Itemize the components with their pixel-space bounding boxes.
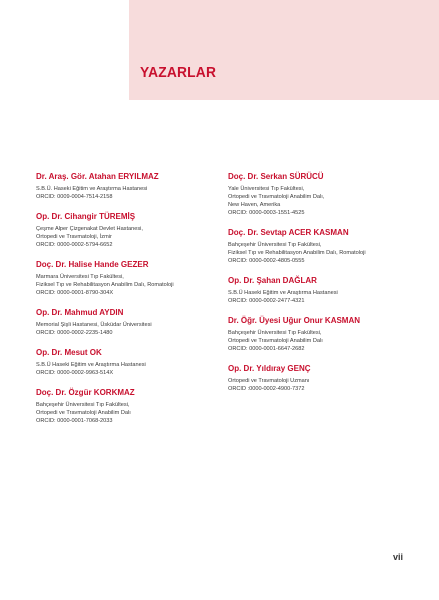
author-name: Op. Dr. Şahan DAĞLAR [228,276,317,285]
author-affiliation: Ortopedi ve Travmatoloji Anabilim Dalı [36,410,131,416]
author-name: Op. Dr. Cihangir TÜREMİŞ [36,212,136,221]
author-name: Doç. Dr. Sevtap ACER KASMAN [228,228,349,237]
author-name: Op. Dr. Yıldıray GENÇ [228,364,311,373]
author-affiliation: Bahçeşehir Üniversitesi Tıp Fakültesi, [228,330,322,336]
author-affiliation: Memorial Şişli Hastanesi, Üsküdar Üniversitesi [36,322,152,328]
author-name: Op. Dr. Mahmud AYDIN [36,308,124,317]
author-orcid: ORCID: 0000-0002-9963-514X [36,370,114,376]
author-name: Op. Dr. Mesut OK [36,348,102,357]
author-affiliation: Bahçeşehir Üniversitesi Tıp Fakültesi, [228,242,322,248]
author-entry [36,172,236,201]
header-band-right [129,0,439,100]
author-entry [228,364,428,393]
author-affiliation: Ortopedi ve Travmatoloji Anabilim Dalı, [228,194,325,200]
page-number: vii [392,552,403,562]
author-entry [36,348,236,377]
author-orcid: ORCID: 0000-0002-2235-1480 [36,330,113,336]
author-orcid: ORCID: 0000-0002-5794-6652 [36,242,113,248]
author-name: Doç. Dr. Özgür KORKMAZ [36,388,135,397]
author-name: Doç. Dr. Serkan SÜRÜCÜ [228,172,324,181]
author-affiliation: New Haven, Amerika [228,202,281,208]
author-affiliation: Fiziksel Tıp ve Rehabilitasyon Anabilim Dalı, Romatoloji [228,250,366,256]
author-name: Dr. Araş. Gör. Atahan ERYILMAZ [36,172,159,181]
author-affiliation: Bahçeşehir Üniversitesi Tıp Fakültesi, [36,402,130,408]
author-affiliation: Çeşme Alper Çizgenakat Devlet Hastanesi, [36,226,143,232]
author-affiliation: S.B.Ü. Haseki Eğitim ve Araştırma Hastanesi [36,186,148,192]
author-entry [36,308,236,337]
author-affiliation: S.B.Ü Haseki Eğitim ve Araştırma Hastanesi [36,362,146,368]
author-orcid: ORCID: 0000-0001-7068-2033 [36,418,113,424]
author-affiliation: Ortopedi ve Travmatoloji Anabilim Dalı [228,338,323,344]
author-orcid: ORCID: 0000-0002-4805-0555 [228,258,305,264]
author-affiliation: Marmara Üniversitesi Tıp Fakültesi, [36,274,124,280]
author-orcid: ORCID: 0000-0001-6647-2682 [228,346,305,352]
author-orcid: ORCID: 0000-0003-1551-4525 [228,210,305,216]
header-band-left [0,0,129,100]
author-entry [36,260,236,297]
author-entry [228,316,428,353]
author-affiliation: Ortopedi ve Travmatoloji Uzmanı [228,378,310,384]
page-title: YAZARLAR [140,64,217,81]
author-orcid: ORCID: 0000-0002-2477-4321 [228,298,305,304]
author-entry [228,276,428,305]
author-entry [36,388,236,425]
author-entry [36,212,236,249]
author-name: Doç. Dr. Halise Hande GEZER [36,260,149,269]
authors-column-left [36,172,236,436]
author-orcid: ORCID: 0009-0004-7514-2158 [36,194,113,200]
author-affiliation: S.B.Ü Haseki Eğitim ve Araştırma Hastanesi [228,290,338,296]
author-name: Dr. Öğr. Üyesi Uğur Onur KASMAN [228,316,361,325]
author-entry [228,228,428,265]
author-orcid: ORCID: 0000-0001-8790-304X [36,290,114,296]
authors-column-right [228,172,428,404]
author-orcid: ORCID :0000-0002-4900-7372 [228,386,305,392]
author-entry [228,172,428,217]
author-affiliation: Ortopedi ve Travmatoloji, İzmir [36,234,112,240]
author-affiliation: Yale Üniversitesi Tıp Fakültesi, [228,186,305,192]
author-affiliation: Fiziksel Tıp ve Rehabilitasyon Anabilim Dalı, Romatoloji [36,282,174,288]
